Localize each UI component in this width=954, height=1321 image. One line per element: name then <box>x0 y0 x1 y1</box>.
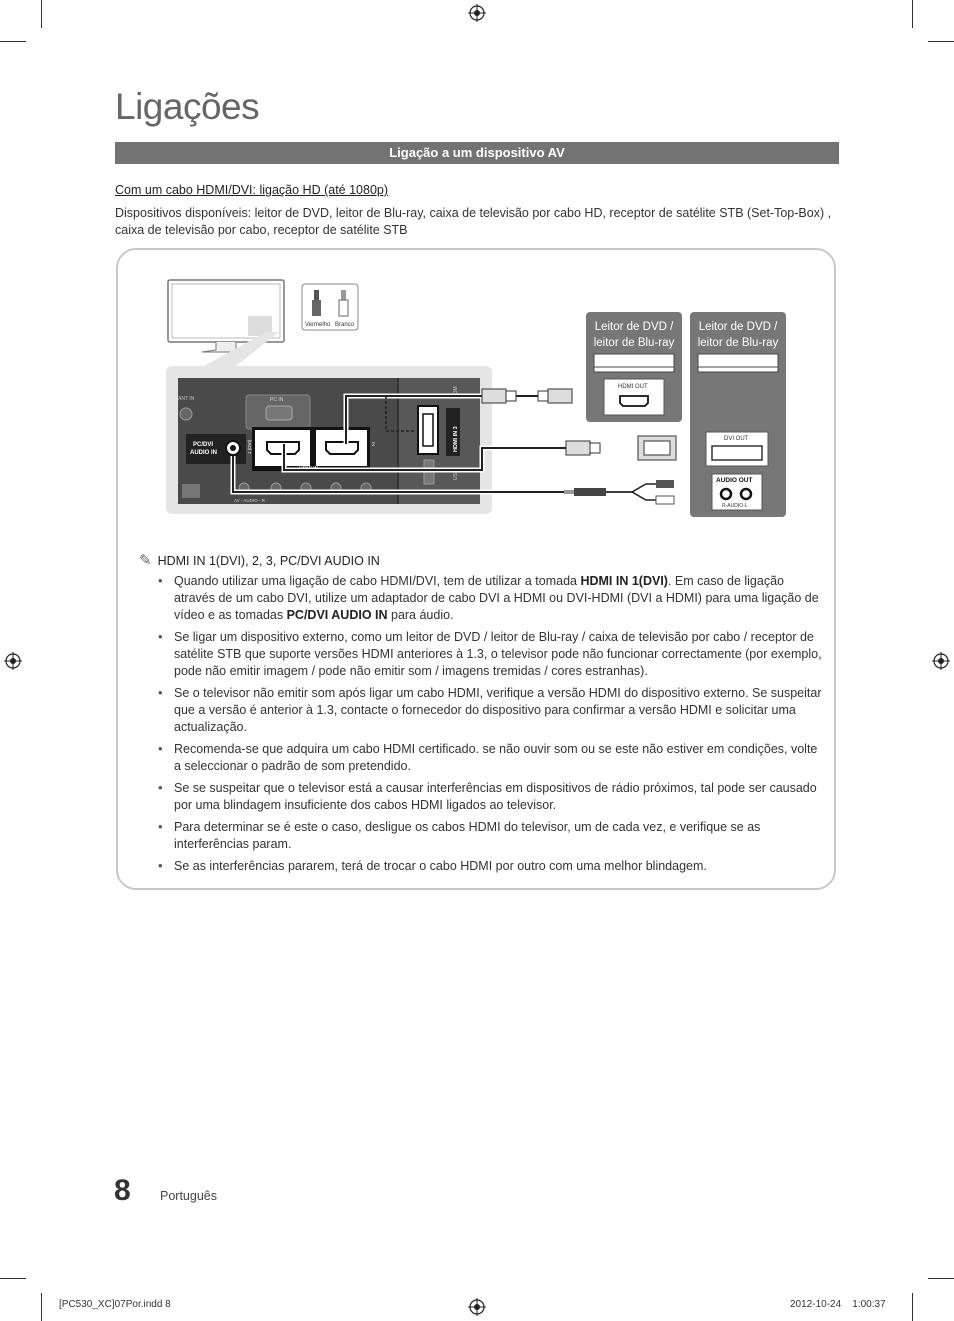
plug-red-label: Vermelho <box>305 322 331 328</box>
crop-mark <box>912 1293 913 1321</box>
plug-white-label: Branco <box>335 322 355 328</box>
audio-in-label: AUDIO IN <box>190 450 217 456</box>
hdmi-in-label: HDMI IN <box>299 466 319 472</box>
crop-mark <box>928 41 954 42</box>
crop-mark <box>928 1278 954 1279</box>
dvi-connector-icon <box>566 436 676 460</box>
notes-list <box>155 573 823 880</box>
footer-date: 2012-10-24 1:00:37 <box>790 1299 886 1310</box>
list-item: • Recomenda-se que adquira um cabo HDMI certificado. se não ouvir som ou se este não estiver em condições, volte a seleccionar o padrão de som pretendido. <box>155 741 823 775</box>
section-heading: Ligação a um dispositivo AV <box>115 142 839 164</box>
note-heading <box>139 551 380 569</box>
note-bold: HDMI IN 1(DVI) <box>580 574 668 588</box>
list-item: • Se ligar um dispositivo externo, como um leitor de DVD / leitor de Blu-ray / caixa de televisão por cabo / receptor de satélite STB que suporte versões HDMI anteriores à 1.3, o televisor pode não funcionar correctamente (por exemplo, pode não emitir imagem / pode não emitir som / imagens tremidas / cores estranhas). <box>155 629 823 680</box>
registration-mark-icon <box>468 4 486 22</box>
audio-out-label: AUDIO OUT <box>716 477 753 484</box>
hdmi-out-label: HDMI OUT <box>618 384 648 390</box>
player2-line2: leitor de Blu-ray <box>697 337 779 349</box>
note-bold: PC/DVI AUDIO IN <box>286 608 388 622</box>
blu-ray-player-hdmi <box>586 312 682 422</box>
registration-mark-icon <box>468 1298 486 1316</box>
list-item: • Se se suspeitar que o televisor está a causar interferências em dispositivos de rádio próximos, tal pode ser causado por uma blindagem insuficiente dos cabos HDMI ligados ao televisor. <box>155 780 823 814</box>
list-item <box>155 573 823 624</box>
av-audio-label: AV - AUDIO - R <box>234 498 265 503</box>
page-title: Ligações <box>115 86 260 127</box>
connection-diagram <box>116 248 836 528</box>
note-text: para áudio. <box>387 608 454 622</box>
blu-ray-player-dvi <box>690 312 786 517</box>
dvi-out-label: DVI OUT <box>724 436 749 442</box>
note-heading-text: HDMI IN 1(DVI), 2, 3, PC/DVI AUDIO IN <box>157 554 380 568</box>
language-label: Português <box>160 1189 217 1203</box>
plug-legend <box>302 284 358 330</box>
player1-line1: Leitor de DVD / <box>594 321 674 333</box>
subheading: Com um cabo HDMI/DVI: ligação HD (até 1080p) <box>115 183 389 197</box>
usb-label: USB <box>453 469 459 480</box>
list-item: • Para determinar se é este o caso, desligue os cabos HDMI do televisor, um de cada vez, e verifique se as interferências param. <box>155 819 823 853</box>
note-text: Quando utilizar uma ligação de cabo HDMI/DVI, tem de utilizar a tomada <box>174 574 581 588</box>
list-item: • Se o televisor não emitir som após ligar um cabo HDMI, verifique a versão HDMI do dispositivo externo. Se suspeitar que a versão é anterior à 1.3, contacte o fornecedor do dispositivo para confirmar a versão HDMI e solicitar uma actualização. <box>155 685 823 736</box>
hdmi-in-3-label: HDMI IN 3 <box>453 426 459 452</box>
pc-dvi-label: PC/DVI <box>193 442 214 448</box>
pencil-icon: ✎ <box>139 552 152 569</box>
registration-mark-icon <box>4 652 22 670</box>
pc-in-label: PC IN <box>270 397 284 403</box>
ant-in-label: ANT IN <box>178 396 195 402</box>
crop-mark <box>0 1278 26 1279</box>
player1-line2: leitor de Blu-ray <box>593 337 675 349</box>
port-1-dvi-label: 1 (DVI) <box>247 439 252 454</box>
crop-mark <box>912 0 913 28</box>
com-label: COM <box>453 386 459 398</box>
crop-mark <box>0 41 26 42</box>
registration-mark-icon <box>932 652 950 670</box>
player2-line1: Leitor de DVD / <box>698 321 778 333</box>
devices-paragraph: Dispositivos disponíveis: leitor de DVD, leitor de Blu-ray, caixa de televisão por cabo HD, receptor de satélite STB (Set-Top-Box) , caixa de televisão por cabo, receptor de satélite STB <box>115 206 832 237</box>
page-number: 8 <box>114 1174 131 1207</box>
footer-file-info: [PC530_XC]07Por.indd 8 <box>59 1299 171 1310</box>
r-audio-l-label: R-AUDIO-L <box>722 503 748 509</box>
crop-mark <box>41 1293 42 1321</box>
crop-mark <box>41 0 42 28</box>
port-2-label: 2 <box>372 442 375 448</box>
list-item: • Se as interferências pararem, terá de trocar o cabo HDMI por outro com uma melhor blindagem. <box>155 858 823 875</box>
note-text: . Em caso de ligação através de um cabo DVI, utilize um adaptador de cabo DVI a HDMI ou DVI-HDMI (DVI a HDMI) para uma ligação de vídeo e as tomadas <box>174 574 819 622</box>
